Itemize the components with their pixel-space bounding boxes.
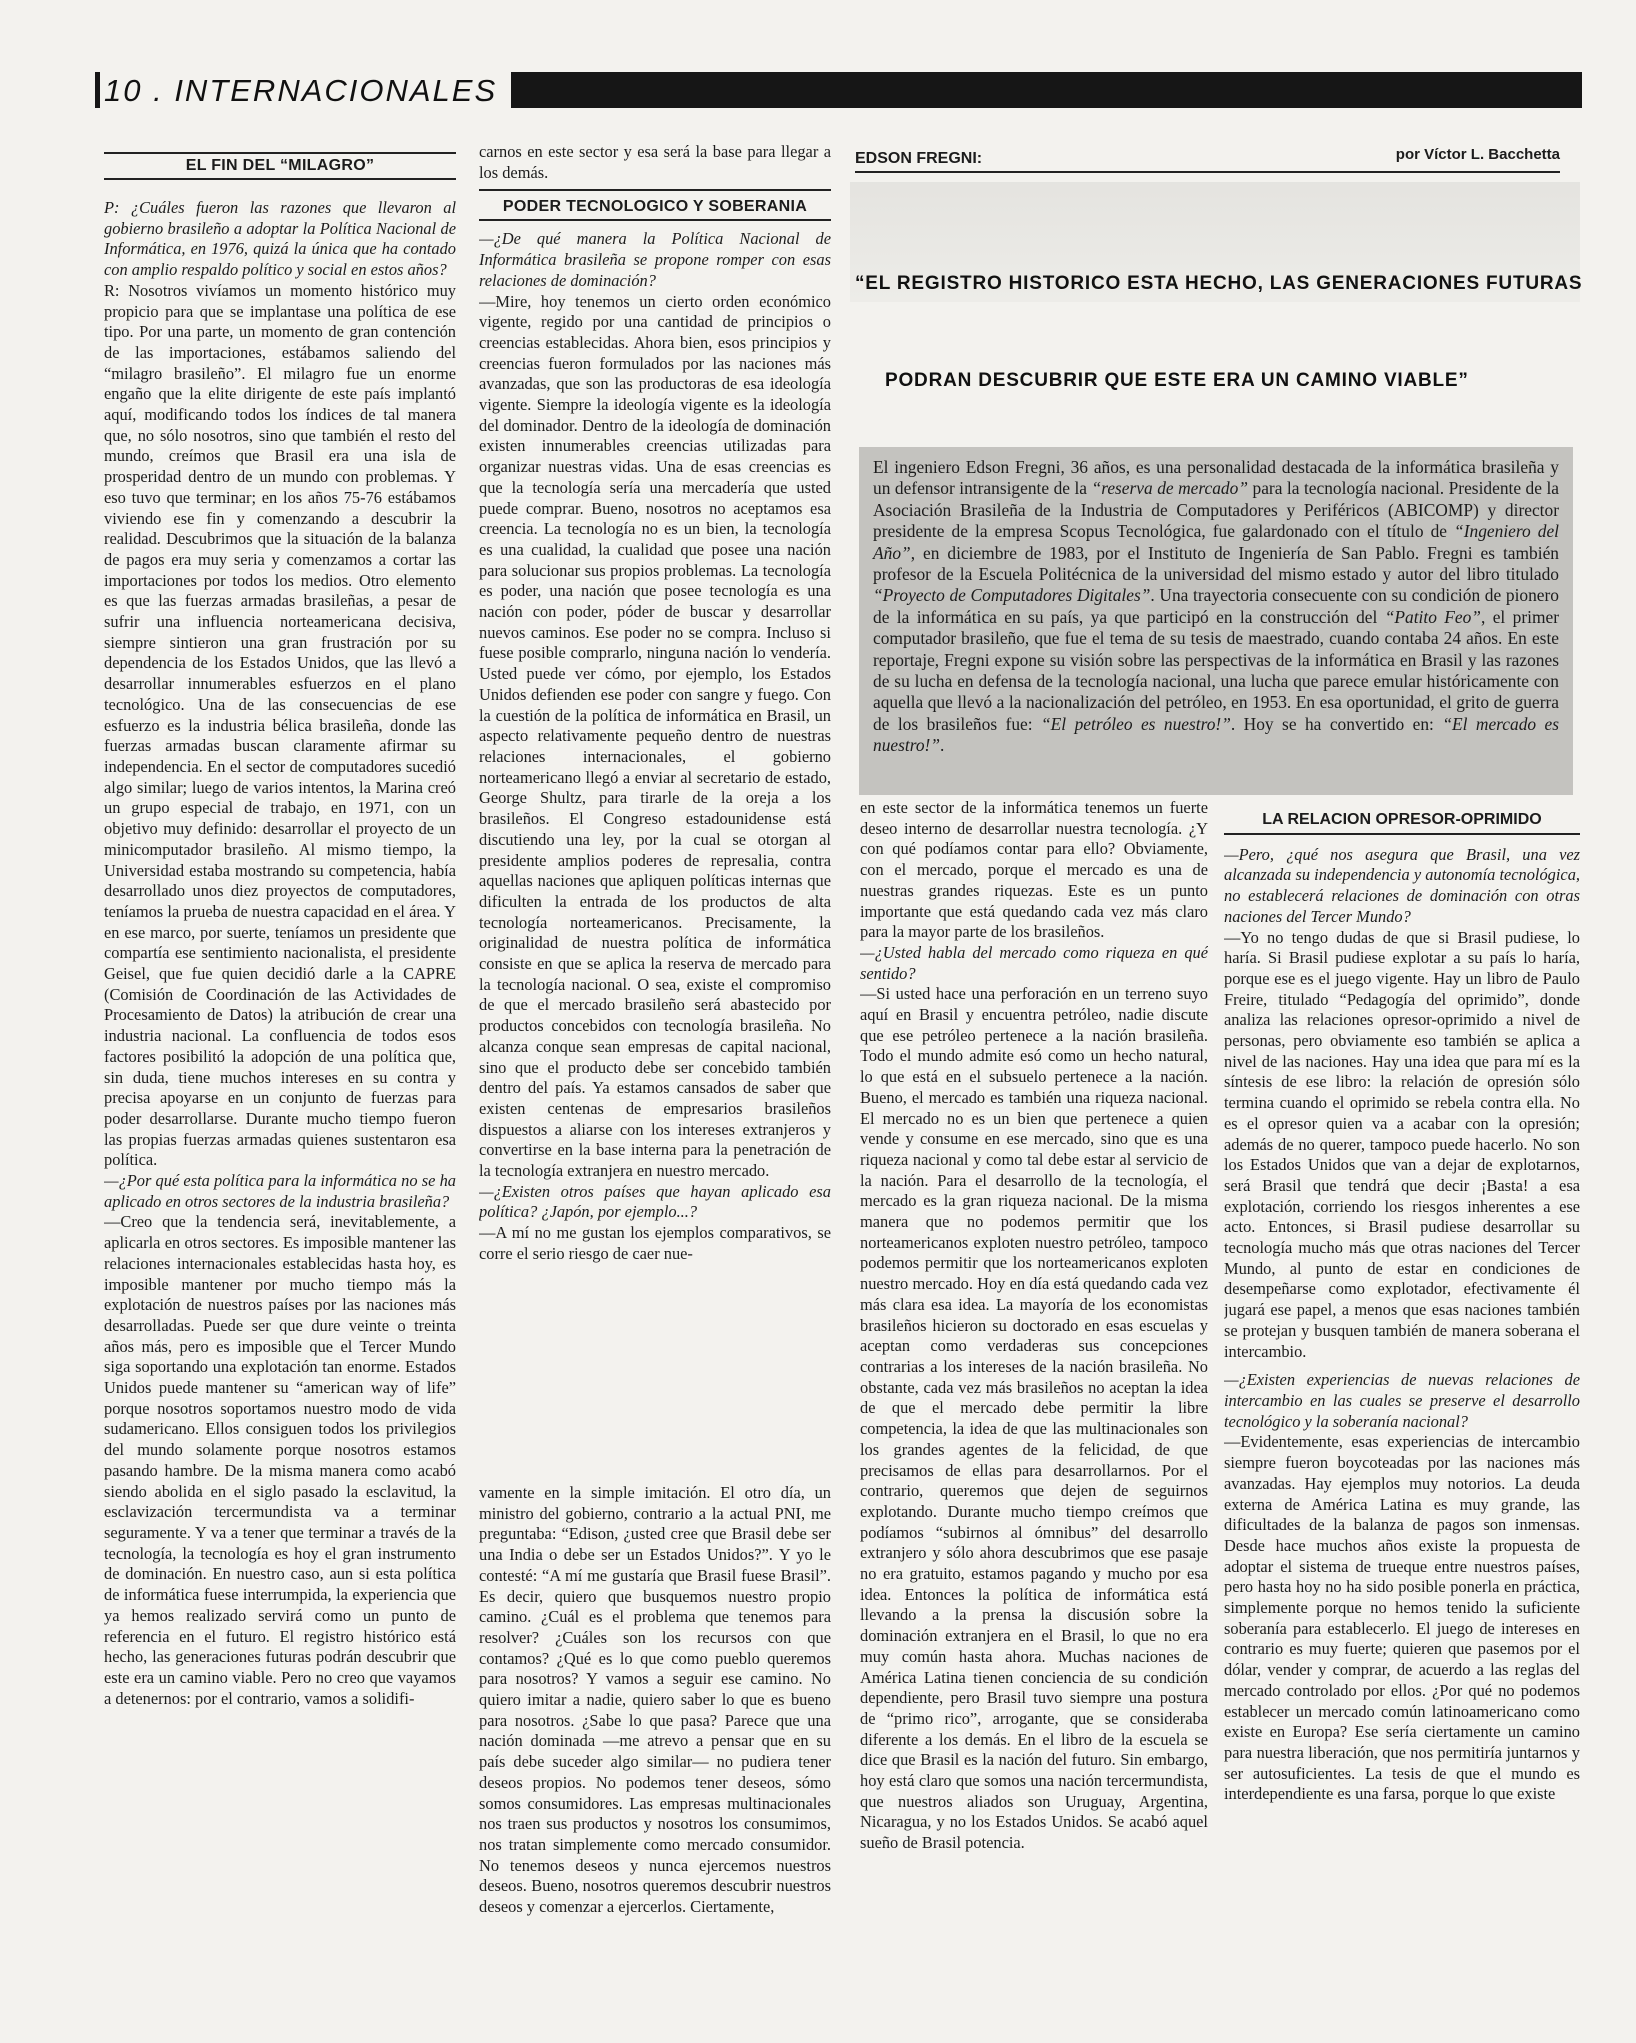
column-4	[1224, 810, 1580, 2010]
intro-segment: para la tecnología nacional. Presidente de la Asociación Brasileña de la Industria de Computadores y Periféricos (ABICOMP) y director presidente de la empresa Scopus Tecnológica, fue galardonado con el título de	[873, 478, 1560, 542]
subheading: LA RELACION OPRESOR-OPRIMIDO	[1262, 811, 1542, 828]
column-1	[104, 150, 456, 2010]
interview-answer: —Evidentemente, esas experiencias de intercambio siempre fueron boycoteadas por las naciones más avanzadas. Hay ejemplos muy notorios. La deuda externa de América Latina es muy grande, las dificultades de la balanza de pagos son inmensas. Desde hace muchos años existe la propuesta de adoptar el sistema de trueque entre nuestros países, pero hasta hoy no ha sido posible ponerla en práctica, simplemente porque no hemos tenido la suficiente soberanía para establecerlo. El juego de intereses en contrario es muy fuerte; quieren que pasemos por el dólar, vender y comprar, de acuerdo a las reglas del mercado controlado por ellos. ¿Por qué no podemos establecer un mercado común latinoamericano como existe en Europa? Ese sería ciertamente un camino para nuestra liberación, que nos permitiría juntarnos y ser autosuficientes. La tesis de que el mundo es interdependiente es una farsa, porque lo que existe	[1224, 1432, 1580, 1804]
intro-segment: “Proyecto de Computadores Digitales”	[873, 585, 1151, 606]
feature-byline-row	[855, 146, 1560, 170]
interviewee-name: EDSON FREGNI:	[855, 150, 983, 167]
column-2-continued	[479, 1483, 831, 2015]
intro-segment: , el primer computador brasileño, que fue el tema de su tesis de maestrado, cuando contaba 24 años. En este reportaje, Fregni expone su visión sobre las perspectivas de la informática en Brasil y las razones de su lucha en defensa de la tecnología nacional, una lucha que parece emular históricamente con aquella que llevó a la nacionalización del petróleo, en 1953. En esa oportunidad, el grito de guerra de los brasileños fue:	[873, 606, 1559, 734]
paragraph: vamente en la simple imitación. El otro día, un ministro del gobierno, contrario a la actual PNI, me preguntaba: “Edison, ¿usted cree que Brasil debe ser una India o debe ser un Estados Unidos?”. Y yo le contesté: “A mí me gustaría que Brasil fuese Brasil”. Es decir, quiero que busquemos nuestro propio camino. ¿Cuál es el problema que tenemos para resolver? ¿Cuáles son los recursos con que contamos? ¿Qué es lo que como pueblo queremos para nosotros? Y vamos a seguir ese camino. No quiero imitar a nadie, quiero saber lo que es bueno para nosotros. ¿Sabe lo que pasa? Parece que una nación dominada —me atrevo a pensar que en su país debe suceder algo similar— no pudiera tener deseos propios. No podemos tener deseos, sómo somos consumidores. Las empresas multinacionales nos traen sus productos y nosotros los consumimos, nos tratan simplemente como mercado consumidor. No tenemos deseos y nunca ejercemos nuestros deseos. Bueno, nosotros queremos descubrir nuestros deseos y comenzar a ejercerlos. Ciertamente,	[479, 1483, 831, 1917]
interview-answer: —A mí no me gustan los ejemplos comparativos, se corre el serio riesgo de caer nue-	[479, 1223, 831, 1263]
divider	[479, 219, 831, 221]
headline-line-1: “EL REGISTRO HISTORICO ESTA HECHO, LAS GENERACIONES FUTURAS	[855, 273, 1583, 294]
headline-line-2: PODRAN DESCUBRIR QUE ESTE ERA UN CAMINO VIABLE”	[885, 370, 1469, 391]
divider	[1224, 833, 1580, 835]
interview-question: —Pero, ¿qué nos asegura que Brasil, una vez alcanzada su independencia y autonomía tecnológica, no establecerá relaciones de dominación con otras naciones del Tercer Mundo?	[1224, 844, 1580, 926]
divider	[855, 171, 1560, 173]
divider	[104, 152, 456, 154]
interview-question: —¿Existen otros países que hayan aplicado esa política? ¿Japón, por ejemplo...?	[479, 1181, 831, 1222]
paragraph: carnos en este sector y esa será la base para llegar a los demás.	[479, 142, 831, 182]
intro-segment: . Una trayectoria consecuente con su condición de pionero de la informática en su país, ya que participó en la construcción del	[873, 585, 1560, 627]
intro-box	[859, 447, 1573, 795]
interview-answer: —Si usted hace una perforación en un terreno suyo aquí en Brasil y encuentra petróleo, nadie discute que ese petróleo pertenece a la nación brasileña. Todo el mundo admite esó como un hecho natural, lo que está en el subsuelo pertenece a la nación. Bueno, el mercado es también una riqueza nacional. El mercado no es un bien que pertenece a quien vende y consume en ese mercado, sino que es una riqueza nacional y como tal debe estar al servicio de la nación. Para el desarrollo de la tecnología, el mercado es la gran riqueza nacional. De la misma manera que no podemos permitir que los norteamericanos exploten nuestro petróleo, tampoco podemos permitir que los norteamericanos exploten nuestro mercado. Hoy en día está quedando cada vez más clara esa idea. La mayoría de los economistas brasileños hicieron su doctorado en esas escuelas y aceptan como verdaderas sus concepciones contrarias a los intereses de la nación brasileña. No obstante, cada vez más brasileños no aceptan la idea de que el mercado debe permitir la libre competencia, la idea de que las multinacionales son los grandes agentes de la felicidad, de que precisamos de ellas para desarrollarnos. Por el contrario, queremos que dejen de seguirnos explotando. Durante mucho tiempo creímos que podíamos “subirnos al ómnibus” del desarrollo extranjero y sólo ahora descubrimos que ese pasaje no era gratuito, estamos pagando y mucho por esa idea. Entonces la política de informática está llevando a la prensa la discusión sobre la dominación extranjera en el Brasil, lo que no era muy común hasta ahora. Muchas naciones de América Latina tienen conciencia de su condición dependiente, pero Brasil tuvo siempre una postura de “primo rico”, arrogante, que se consideraba diferente a los demás. En el libro de la escuela se dice que Brasil es la nación del futuro. Sin embargo, hoy está claro que somos una nación tercermundista, que nuestros aliados son Uruguay, Argentina, Nicaragua, y no los Estados Unidos. Se acabó aquel sueño de Brasil potencia.	[860, 984, 1208, 1853]
article-heading: EL FIN DEL “MILAGRO”	[185, 157, 375, 174]
intro-segment: El ingeniero Edson Fregni, 36 años, es una personalidad destacada de la informática brasileña y un defensor intransigente de la	[873, 457, 1559, 499]
divider	[104, 178, 456, 180]
interview-question: —¿Usted habla del mercado como riqueza en qué sentido?	[860, 942, 1208, 983]
intro-segment: .	[940, 735, 945, 756]
intro-segment: “reserva de mercado”	[1091, 478, 1248, 499]
interview-question: P: ¿Cuáles fueron las razones que llevaron al gobierno brasileño a adoptar la Política Nacional de Informática, en 1976, quizá la única que ha contado con amplio respaldo político y social en estos años?	[104, 198, 456, 280]
interview-answer: —Yo no tengo dudas de que si Brasil pudiese, lo haría. Si Brasil pudiese explotar a su país lo haría, porque ese es el juego vigente. Hay un libro de Paulo Freire, titulado “Pedagogía del oprimido”, donde analiza las relaciones opresor-oprimido a nivel de personas, pero obviamente eso también se aplica a nivel de las naciones. Hay una idea que para mí es la síntesis de ese libro: la relación de opresión sólo termina cuando el oprimido se rebela contra ella. No es el opresor quien va a acabar con la opresión; además de no querer, tampoco puede hacerlo. No son los Estados Unidos que van a dejar de explotarnos, será Brasil que tendrá que decir ¡Basta! a esa explotación, corriendo los riesgos inherentes a ese acto. Entonces, si Brasil pudiese desarrollar su tecnología mucho más que otras naciones del Tercer Mundo, al punto de estar en condiciones de desempeñarse como explotador, efectivamente él jugará ese papel, a menos que esas naciones también se protejan y busquen también de manera soberana el intercambio.	[1224, 927, 1580, 1361]
subheading: PODER TECNOLOGICO Y SOBERANIA	[502, 198, 808, 216]
intro-segment: . Hoy se ha convertido en:	[1230, 713, 1443, 734]
section-title: 10 . INTERNACIONALES	[100, 72, 511, 110]
interview-answer: —Creo que la tendencia será, inevitablemente, a aplicarla en otros sectores. Es imposible mantener las relaciones internacionales establecidas hasta hoy, es imposible mantener por mucho tiempo más la explotación de nuestros países por las naciones más desarrolladas. Puede ser que dure veinte o treinta años más, pero es imposible que el Tercer Mundo siga soportando una explotación tan enorme. Estados Unidos puede mantener su “american way of life” porque nosotros soportamos nuestro modo de vida sudamericano. Ellos consiguen todos los privilegios del mundo solamente porque nosotros estamos pasando hambre. De la misma manera como acabó siendo abolida en el siglo pasado la esclavitud, la esclavización tercermundista va a terminar seguramente. Y va a tener que terminar a través de la tecnología, la tecnología es hoy el gran instrumento de dominación. En nuestro caso, aun si esta política de informática fuese interrumpida, la experiencia que ya hemos realizado servirá como un punto de referencia en el futuro. El registro histórico está hecho, las generaciones futuras podrán descubrir que este era un camino viable. Pero no creo que vayamos a detenernos: por el contrario, vamos a solidifi-	[104, 1212, 456, 1708]
interview-question: —¿Por qué esta política para la informática no se ha aplicado en otros sectores de la industria brasileña?	[104, 1171, 456, 1211]
intro-segment: “El petróleo es nuestro!”	[1041, 713, 1231, 734]
intro-segment: “Patito Feo”	[1384, 606, 1481, 627]
intro-segment: , en diciembre de 1983, por el Instituto de Ingeniería de San Pablo. Fregni es también profesor de la Escuela Politécnica de la universidad del mismo estado y autor del libro titulado	[873, 542, 1559, 585]
intro-segment: “El mercado es nuestro!”	[873, 713, 1560, 756]
paragraph: en este sector de la informática tenemos un fuerte deseo interno de desarrollar nuestra tecnología. ¿Y con qué podíamos contar para ello? Obviamente, con el mercado, porque el mercado es una de nuestras grandes riquezas. Este es un punto importante que está quedando cada vez más claro para la mayor parte de los brasileños.	[860, 798, 1208, 942]
column-3	[860, 798, 1208, 2008]
intro-segment: “Ingeniero del Año”	[873, 521, 1559, 563]
interview-answer: —Mire, hoy tenemos un cierto orden económico vigente, regido por una cantidad de principios o creencias establecidas. Ahora bien, esos principios y creencias fueron formulados por las naciones más avanzadas, que son las productoras de esa ideología vigente. Siempre la ideología vigente es la ideología del dominador. Dentro de la ideología de dominación existen innumerables creencias utilizadas para organizar nuestras vidas. Una de esas creencias es que la tecnología sería una mercadería que usted puede comprar. Bueno, nosotros no aceptamos esa creencia. La tecnología no es un bien, la tecnología es una cualidad, la cualidad que posee una nación para solucionar sus propios problemas. La tecnología es poder, una nación que posee tecnología es una nación con poder, póder de buscar y desarrollar nuevos caminos. Ese poder no se compra. Incluso si fuese posible comprarlo, ninguna nación lo vendería. Usted puede ver cómo, por ejemplo, los Estados Unidos defienden ese poder con sangre y fuego. Con la cuestión de la política de informática en Brasil, un aspecto relativamente pequeño dentro de nuestras relaciones internacionales, el gobierno norteamericano llegó a enviar al secretario de estado, George Shultz, para tirarle de la oreja a los brasileños. El Congreso estadounidense está discutiendo una ley, por la cual se otorgan al presidente amplios poderes de represalia, contra aquellas naciones que apliquen políticas internas que dificulten la entrada de los productos de alta tecnología norteamericanos. Precisamente, la originalidad de nuestra política de informática consiste en que se aplica la reserva de mercado para la tecnología nacional. O sea, existe el compromiso de que el mercado brasileño será abastecido por productos concebidos con tecnología brasileña. No alcanza conque sean empresas de capital nacional, sino que el producto debe ser concebido también dentro del país. Ya estamos cansados de saber que existen centenas de empresarios brasileños dispuestos a aliarse con los intereses extranjeros y convertirse en la base interna para la penetración de la tecnología extranjera en nuestro mercado.	[479, 291, 831, 1181]
column-2	[479, 142, 831, 1452]
intro-text	[873, 457, 1559, 755]
interview-question: —¿De qué manera la Política Nacional de Informática brasileña se propone romper con esas relaciones de dominación?	[479, 229, 831, 290]
interview-answer: R: Nosotros vivíamos un momento histórico muy propicio para que se implantase una política de ese tipo. Por una parte, un momento de gran contención de las importaciones, estábamos saliendo del “milagro brasileño”. El milagro fue un enorme engaño que la elite dirigente de este país implantó aquí, modificando todos los índices de tal manera que, no sólo nosotros, sino que también el resto del mundo, creímos que Brasil era una isla de prosperidad dentro de un mundo con problemas. Y eso tuvo que terminar; en los años 75-76 estábamos viviendo ese fin y comenzando a descubrir la realidad. Descubrimos que la situación de la balanza de pagos era muy seria y comenzamos a cortar las importaciones por todos los medios. Otro elemento es que las fuerzas armadas brasileñas, a pesar de sufrir una influencia norteamericana decisiva, siempre sintieron una gran frustración por su dependencia de los Estados Unidos, que las llevó a desarrollar innumerables esfuerzos en el plano tecnológico. Una de las consecuencias de ese esfuerzo es la industria bélica brasileña, donde las fuerzas armadas buscan claramente afirmar su independencia. En el sector de computadores sucedió algo similar; luego de varios intentos, la Marina creó un grupo especial de trabajo, en 1971, con un objetivo muy definido: desarrollar el proyecto de un minicomputador brasileño. Al mismo tiempo, la Universidad estaba mostrando su competencia, había desarrollado unos diez proyectos de computadores, teníamos la prueba de nuestra capacidad en el área. Y en ese marco, por suerte, teníamos un presidente que compartía ese sentimiento nacionalista, el presidente Geisel, que fue quien decidió darle a la CAPRE (Comisión de Coordinación de las Actividades de Procesamiento de Datos) la atribución de crear una industria nacional. La confluencia de todos esos factores posibilitó la adopción de una política que, sin duda, tiene muchos intereses en su contra y precisa apoyarse en un conjunto de fuerzas para poder desarrollarse. Durante mucho tiempo fueron las propias fuerzas armadas quienes sustentaron esa política.	[104, 280, 456, 1170]
divider	[479, 189, 831, 191]
byline: por Víctor L. Bacchetta	[1395, 146, 1560, 163]
interview-question: —¿Existen experiencias de nuevas relaciones de intercambio en las cuales se preserve el desarrollo tecnológico y la soberanía nacional?	[1224, 1370, 1580, 1431]
